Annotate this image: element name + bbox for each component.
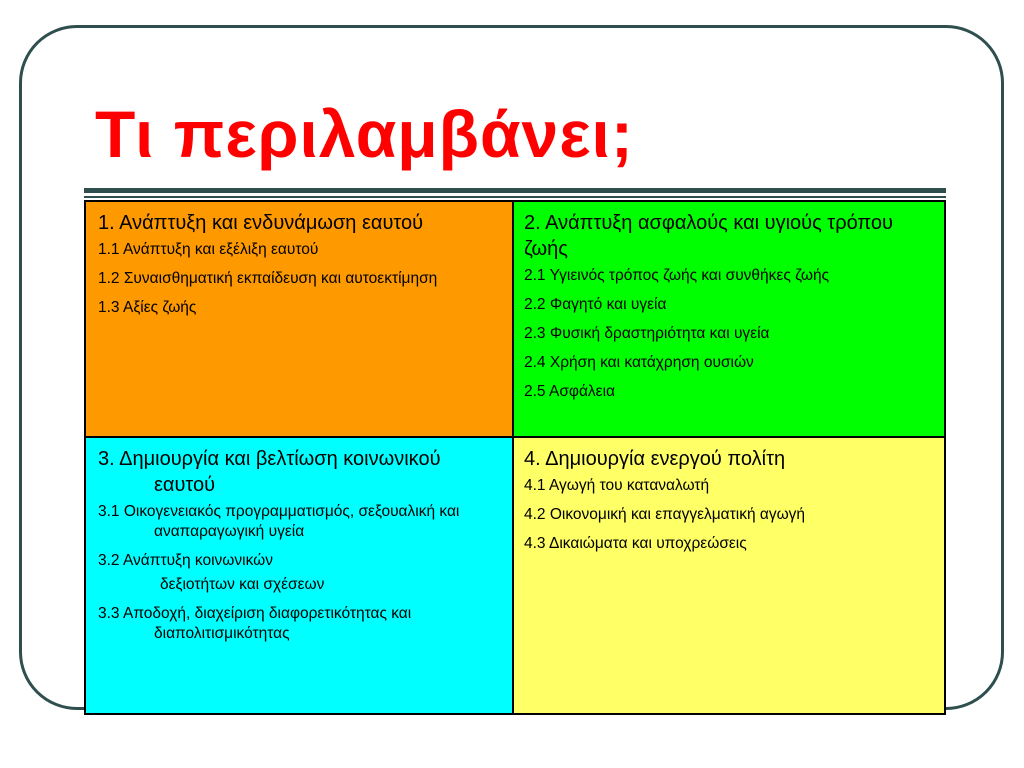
quadrant-heading: 2. Ανάπτυξη ασφαλούς και υγιούς τρόπου ζωής — [524, 212, 893, 260]
topic-item: 3.3 Αποδοχή, διαχείριση διαφορετικότητας και διαπολιτισμικότητας — [98, 605, 412, 642]
quadrant-healthy-lifestyle — [514, 202, 944, 438]
topic-item: 2.2 Φαγητό και υγεία — [524, 296, 667, 313]
topic-item: 3.1 Οικογενειακός προγραμματισμός, σεξουαλική και αναπαραγωγική υγεία — [98, 503, 460, 540]
topic-item: 4.2 Οικονομική και επαγγελματική αγωγή — [524, 506, 806, 523]
topic-item: 3.2 Ανάπτυξη κοινωνικών — [98, 552, 274, 569]
topic-item: 2.3 Φυσική δραστηριότητα και υγεία — [524, 325, 770, 342]
quadrant-social-self — [86, 438, 514, 713]
topic-item: 2.4 Χρήση και κατάχρηση ουσιών — [524, 354, 754, 371]
topic-item: 4.3 Δικαιώματα και υποχρεώσεις — [524, 535, 747, 552]
quadrant-heading: 4. Δημιουργία ενεργού πολίτη — [524, 448, 786, 470]
topic-item: 1.3 Αξίες ζωής — [98, 299, 197, 316]
topic-item: 2.1 Υγιεινός τρόπος ζωής και συνθήκες ζωής — [524, 267, 830, 284]
quadrant-heading: 1. Ανάπτυξη και ενδυνάμωση εαυτού — [98, 212, 424, 234]
topic-item: 1.1 Ανάπτυξη και εξέλιξη εαυτού — [98, 241, 319, 258]
title-divider-thin — [84, 196, 946, 198]
quadrant-heading: 3. Δημιουργία και βελτίωση κοινωνικού εαυτού — [98, 448, 441, 496]
quadrant-active-citizen — [514, 438, 944, 713]
quadrant-self-development — [86, 202, 514, 438]
topic-item: 4.1 Αγωγή του καταναλωτή — [524, 477, 710, 494]
slide-title: Τι περιλαμβάνει; — [95, 97, 634, 171]
topic-item: 1.2 Συναισθηματική εκπαίδευση και αυτοεκτίμηση — [98, 270, 438, 287]
topic-item-continuation: δεξιοτήτων και σχέσεων — [160, 576, 325, 593]
topic-item: 2.5 Ασφάλεια — [524, 383, 615, 400]
title-divider — [84, 188, 946, 193]
topics-table — [84, 200, 946, 715]
